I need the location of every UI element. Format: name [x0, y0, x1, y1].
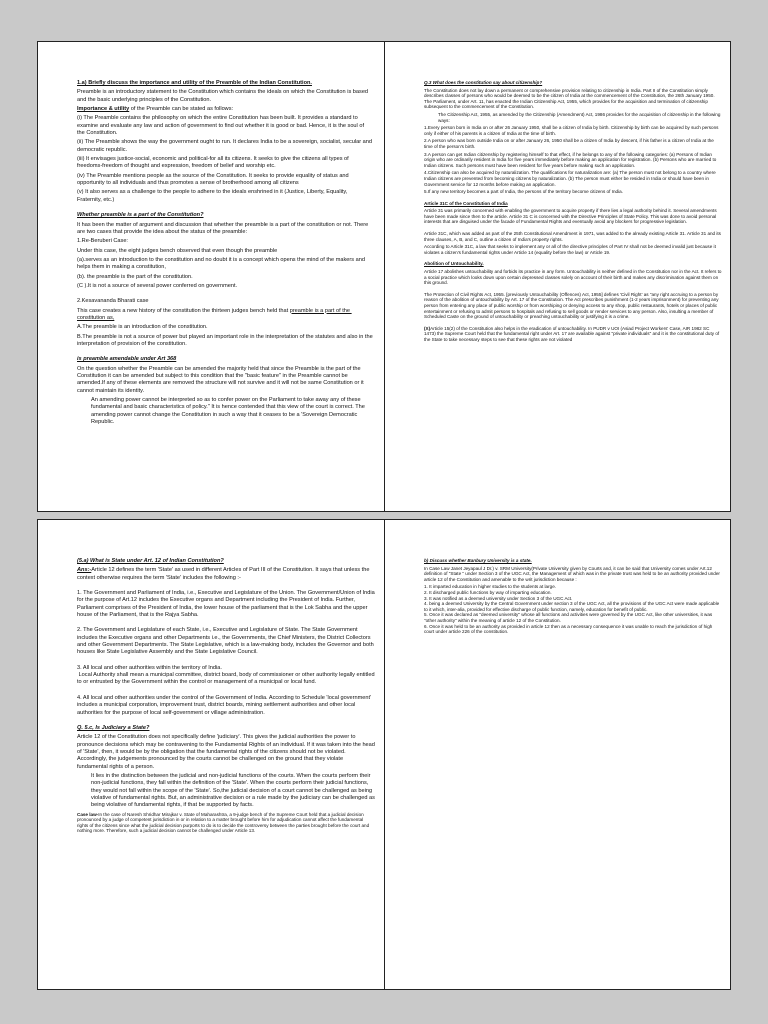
- paragraph: The Citizenship Act, 1955, as amended by the Citizenship (Amendment) Act, 1986 provides for the acquisition of citizenship in the following ways:: [438, 111, 722, 123]
- inline-text: This case creates a new history of the constitution the thirteen judges bench held that: [77, 307, 290, 314]
- list-item: 1.Every person born in India on or after 26 January 1950, shall be a citizen of India by birth. Citizenship by birth can be acquired by such persons only if either of his parents is a citizen of India at the time of birth.: [424, 125, 720, 136]
- list-item: (iv) The Preamble mentions people as the source of the Constitution. It seeks to provide equality of status and opportunity to all individuals and thus promotes a sense of brotherhood among all citizens: [77, 172, 351, 187]
- paragraph: Article 17 abolishes untouchability and forbids its practice in any form. Untouchability is neither defined in the Constitution nor in the Act. It refers to a social practice which looks down upon certain depressed classes solely on account of their birth and makes any discrimination against them on this ground.: [424, 269, 723, 286]
- inline-text: of the Preamble can be stated as follows:: [129, 106, 234, 113]
- paragraph: The Constitution does not lay down a permanent or comprehensive provision relating to citizenship in India. Part II of the Constitution simply describes classes of persons who would be deemed to be the citizen of India at the commencement of the Constitution, the 26th January 1950. The Parliament, under Art. 11, has enacted the Indian Citizenship Act, 1955, which provides for the acquisition and termination of citizenship subsequent to the commencement of the Constitution.: [424, 87, 716, 110]
- list-item: 4. All local and other authorities under the control of the Government of India. According to Schedule 'local government' includes a municipal corporation, improvement trust, district boards, mining settlement authorities and other local authorities for the purpose of local self-government or village administration.: [77, 694, 373, 716]
- list-item: [77, 665, 375, 687]
- question-heading: b) Discuss whether Banbury University is a state.: [424, 558, 532, 563]
- list-item: 2. It discharged public functions by way of imparting education.: [424, 589, 552, 595]
- question-heading: Q.3 What does the constitution say about citizenship?: [424, 80, 543, 85]
- inline-text: Article 15(2) of the Constitution also helps in the eradication of untouchability. In PUDR v UOI (Asiad Project Workers' Case, AIR 1982 SC 1473) the Supreme Court held that the fundamental right under Art. 17 are available against "private individuals" and it is the constitutional duty of the State to take necessary steps to see that these rights are not violated: [424, 325, 721, 342]
- paragraph: An amending power cannot be interpreted so as to confer power on the Parliament to take away any of these fundamental and basic characteristics of policy." It is hence contended that this view of the court is correct. The amending power cannot change the Constitution in such a way that it ceases to be a 'Sovereign Democratic Republic.: [91, 397, 367, 426]
- paragraph: [77, 567, 375, 582]
- page-divider: [384, 42, 385, 511]
- list-item: (v) It also serves as a challenge to the people to adhere to the ideals enshrined in it (Justice, Liberty, Equality, Fraternity, etc.): [77, 189, 349, 203]
- list-item: B.The preamble is not a source of power but played an important role in the interpretation of the statutes and also in the interpretation of provision of the constitution.: [77, 333, 375, 347]
- paragraph: Article 31 was primarily concerned with enabling the government to acquire property if there lies a legal authority behind it. Several amendments have been made since then to the article. Article 31 C is concerned with the Directive Principles of State Policy. This was done to avoid personal interests that are disguised under the facade of Fundamental Rights and eventually avoid any blockers for progressive legislation.: [424, 208, 718, 225]
- list-item: (iii) It envisages justice-social, economic and political-for all its citizens. It seeks to give the citizens all types of freedoms-freedom of thought and expression, freedom of belief and worship etc.: [77, 156, 351, 170]
- paragraph: It has been the matter of argument and discussion that whether the preamble is a part of the constitution or not. There are two cases that provide the idea about the status of the preamble:: [77, 221, 370, 235]
- paragraph: In Case Law Janet Jeyapaul J Dr.) v. SRM University(Private University given by Courts and, it can be said that University comes under Art.12 definition of "State " under Section 3 of the UGC Act, the Management of which was in the private trust was held to be an authority provided under article 12 of the Constitution and amenable to the writ jurisdiction because :: [424, 565, 722, 582]
- list-item: 1. It imparted education in higher studies to the students at large.: [424, 584, 557, 590]
- paragraph: According to Article 31C, a law that seeks to implement any or all of the directive principles of Part IV shall not be deemed invalid just because it violates a citizen's fundamental rights under Article 14 (equality before the law) or Article 19.: [424, 244, 718, 255]
- page-spread-1: [37, 41, 731, 512]
- paragraph: [424, 326, 722, 343]
- list-item: 4. being a deemed University by the Central Government under section 3 of the UGC Act, all the provisions of the UGC Act were made applicable to it which, inter-alia, provided for effective discharge of public function, namely, education for benefit of public.: [424, 601, 721, 612]
- underlined-text: preamble is a part of the constitution as,: [77, 307, 352, 321]
- page-right-2: [424, 558, 722, 635]
- section-heading: is preamble amendable under Art 368: [77, 356, 177, 363]
- paragraph: Preamble is an introductory statement to the Constitution which contains the ideals on which the Constitution is based and the basic underlying principles of the Constitution.: [77, 89, 370, 103]
- page-left-2: [77, 558, 375, 836]
- inline-text: Local Authority shall mean a municipal committee, district board, body of commissioner or other authority legally entitled to or entrusted by the Government within the control or management of a municipal or local fund.: [77, 672, 377, 686]
- paragraph: [77, 106, 373, 113]
- section-heading: Abolition of Untouchability.: [424, 261, 484, 267]
- question-heading: (5.a) What is State under Art. 12 of Indian Constitution?: [77, 558, 224, 564]
- inline-label: Case law-: [77, 811, 99, 817]
- list-item: (C ).It is not a source of several power conferred on government.: [77, 282, 238, 289]
- paragraph: Under this case, the eight judges bench observed that even though the preamble: [77, 247, 278, 254]
- list-item: A.The preamble is an introduction of the constitution.: [77, 324, 208, 331]
- list-item: 5.If any new territory becomes a part of India, the persons of the territory become citizens of India.: [424, 189, 623, 195]
- list-item: 2.A person who was born outside India on or after January 26, 1950 shall be a citizen of India by descent, if his father is a citizen of India at the time of the person's birth.: [424, 138, 716, 149]
- page-right-1: [424, 80, 722, 345]
- paragraph: The Protection of Civil Rights Act, 1955. [previously Untouchability (Offences) Act, 1955] defines 'Civil Right' as "any right accruing to a person by reason of the abolition of untouchability by Art. 17 of the Constitution. The Act prescribes punishment (1-2 years imprisonment) for preventing any person from entering any place of public worship or from worshiping or denying access to any shop, public restaurants, hotels or places of public entertainment or refusing to admit persons to hospitals and refusing to sell goods or render services to any person. Also, insulting a member of Scheduled Caste on the ground of untouchability or preaching untouchability or justifying it is a crime.: [424, 291, 720, 320]
- inline-text: Article 12 defines the term 'State' as used in different Articles of Part III of the Constitution. It says that unless the context otherwise requires the term 'State' includes the following :-: [77, 567, 371, 581]
- list-item: 3. It was notified as a deemed university under Section 3 of the UGC Act.: [424, 595, 573, 601]
- list-item: 1. The Government and Parliament of India, i.e., Executive and Legislature of the Union. The Government/Union of India for the purpose of Art.12 includes the Executive organs and Department including the President of India. Further, Parliament comprises of the President of India, the lower house of the parliament that is the Lok Sabha and the upper house of the Parliament, that is the Rajya Sabha.: [77, 590, 377, 619]
- list-item: 4.Citizenship can also be acquired by naturalization. The qualifications for naturalization are: (a) The person must not belong to a country where Indian citizens are prevented from becoming citizens by naturalization. (b) The person must either be resided in India or should have been in Government service for 12 months before making an application.: [424, 170, 717, 187]
- list-item: (a).serves as an introduction to the constitution and no doubt it is a concept which opens the mind of the makers and helps them in making a constitution,: [77, 256, 367, 271]
- inline-heading: Importance & utility: [77, 106, 130, 113]
- paragraph: [77, 308, 373, 323]
- inline-label: (X): [424, 325, 431, 331]
- inline-label: Ans:-: [77, 567, 92, 574]
- list-item: (b). the preamble is the part of the constitution.: [77, 273, 193, 280]
- paragraph: Article 12 of the Constitution does not specifically define 'judiciary'. This gives the judicial authorities the power to pronounce decisions which may be contravening to the Fundamental Rights of an individual. If it was taken into the head of 'State', then, it would be by the obligation that the fundamental rights of the citizens should not be violated. Accordingly, the judgements pronounced by the courts cannot be challenged on the ground that they violate fundamental rights of a person.: [77, 734, 377, 770]
- section-heading: Q. 5.c, Is Judiciary a State?: [77, 724, 150, 731]
- list-item: 2. The Government and Legislature of each State, i.e., Executive and Legislature of State. The State Government includes the Executive organs and other Departments i.e., the Governments, the Chief Ministers, the District Collectors and other Government Departments. The State Legislative, which is a law-making body, includes the Governor and both houses like State Legislative Assembly and the State Legislative Council.: [77, 627, 376, 656]
- inline-text: In the case of Naresh Shridhar Mirajkar v. State of Maharashtra, a 9-judge bench of the Supreme Court held that a judicial decision pronounced by a judge of competent jurisdiction in or in relation to a matter brought before him for adjudication cannot affect the fundamental rights of the citizens since what the judicial decision purports to do is to decide the controversy between the parties brought before the court and nothing more. Therefore, such a judicial decision cannot be challenged under Article 13.: [77, 811, 371, 834]
- list-item: (ii) The Preamble shows the way the government ought to run. It declares India to be a sovereign, socialist, secular and democratic republic.: [77, 139, 374, 153]
- page-left-1: [77, 80, 373, 428]
- question-heading: 1.a) Briefly discuss the importance and utility of the Preamble of the Indian Constitution.: [77, 80, 312, 86]
- page-spread-2: [37, 519, 731, 990]
- inline-text: 3. All local and other authorities within the territory of India.: [77, 664, 222, 671]
- paragraph: [77, 812, 375, 834]
- section-heading: Whether preamble is a part of the Constitution?: [77, 212, 204, 219]
- list-item: 5. Once it was declared as "deemed university" whose all functions and activities were governed by the UGC Act, like other universities, it was "other authority" within the meaning of article 12 of the Constitution.: [424, 612, 714, 623]
- list-item: 1.Re-Beruberi Case:: [77, 238, 128, 245]
- list-item: 3.A person can get Indian citizenship by registering himself to that effect, if he belongs to any of the following categories: (a) Persons of Indian origin who are ordinarily resident in India for five years immediately before making an application for registration. (b) Persons who are married to Indian citizens. Such persons must have been resident for five years before making such an application.: [424, 151, 718, 168]
- section-heading: Article 31C of the Constitution of India: [424, 200, 508, 206]
- paragraph: It lies in the distinction between the judicial and non-judicial functions of the courts. When the courts perform their non-judicial functions, they fall within the definition of the 'State'. When the courts perform their judicial functions, they would not fall within the scope of the 'State'. So,the judicial decision of a court cannot be challenged as being violative of fundamental rights. But, an administrative decision or a rule made by the judiciary can be challenged as being violative of fundamental rights, if that be supported by facts.: [91, 772, 377, 809]
- paragraph: Article 31C, which was added as part of the 25th Constitutional Amendment in 1971, was added to the already existing Article 31. Article 31 and its three clauses, A, B, and C, outline a citizen of India's property rights.: [424, 231, 723, 242]
- page-divider: [384, 520, 385, 989]
- list-item: (i) The Preamble contains the philosophy on which the entire Constitution has been built. It provides a standard to examine and evaluate any law and action of government to find out whether it is good or bad. Hence, it is the soul of the Constitution.: [77, 115, 366, 137]
- list-item: 6. Once it was held to be an authority as provided in article 12 then as a necessary consequence it was unable to reach the jurisdiction of high court under article 226 of the constitution.: [424, 623, 714, 635]
- list-item: 2.Kesavananda Bharati case: [77, 298, 149, 305]
- paragraph: On the question whether the Preamble can be amended the majority held that since the Preamble is the part of the Constitution it can be amended but subject to this condition that the "basic feature" in the Preamble cannot be amended.If any of these elements are removed the structure will not survive and it will not be same Constitution or it cannot maintain its identity.: [77, 365, 366, 394]
